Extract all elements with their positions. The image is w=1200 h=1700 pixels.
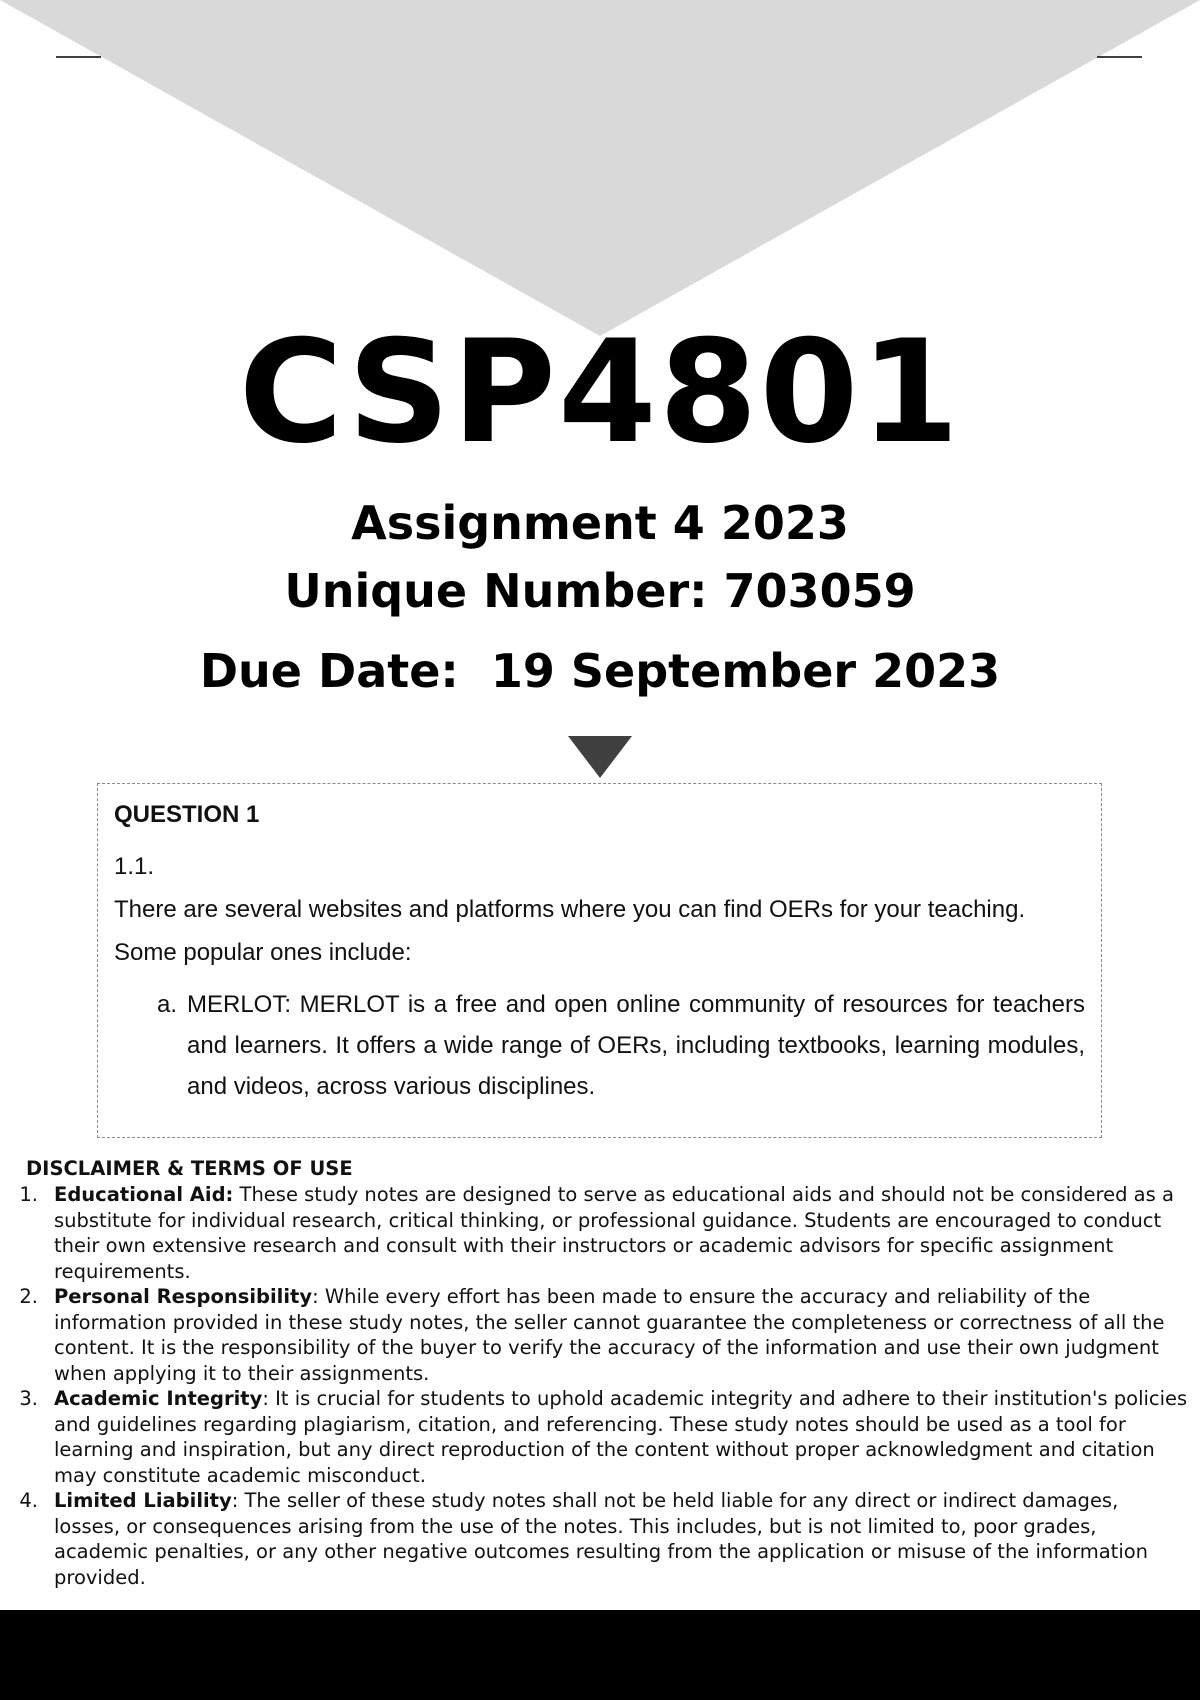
disclaimer-list: [0, 1182, 1200, 1590]
disclaimer-term: Personal Responsibility: [54, 1285, 313, 1308]
disclaimer-item: [0, 1284, 1200, 1386]
unique-number: Unique Number: 703059: [284, 564, 916, 618]
disclaimer-item-number: 4.: [19, 1489, 38, 1512]
question-list: [114, 984, 1085, 1107]
disclaimer-text: : It is crucial for students to uphold academic integrity and adhere to their institution's policies and guidelines regarding plagiarism, citation, and referencing. These study notes should be used as a tool for learning and inspiration, but any direct reproduction of the content without proper acknowledgment and citation may constitute academic misconduct.: [54, 1387, 1188, 1487]
disclaimer-text: : While every effort has been made to ensure the accuracy and reliability of the information provided in these study notes, the seller cannot guarantee the completeness or correctness of all the content. It is the responsibility of the buyer to verify the accuracy of the information and use their own judgment when applying it to their assignments.: [54, 1285, 1165, 1385]
due-date: Due Date: 19 September 2023: [199, 644, 1001, 698]
footer-bar: [0, 1610, 1200, 1700]
list-marker: a.: [156, 991, 177, 1018]
question-list-item: [114, 984, 1085, 1107]
disclaimer-term: Educational Aid:: [54, 1183, 234, 1206]
question-heading: QUESTION 1: [114, 801, 260, 828]
list-item-text: MERLOT: MERLOT is a free and open online community of resources for teachers and learners. It offers a wide range of OERs, including textbooks, learning modules, and videos, across various disciplines.: [187, 991, 1085, 1100]
cover-title-block: [0, 310, 1200, 698]
question-preview-box: [97, 783, 1102, 1138]
course-code: CSP4801: [238, 310, 962, 475]
disclaimer-section: [0, 1156, 1200, 1590]
disclaimer-heading: DISCLAIMER & TERMS OF USE: [26, 1157, 353, 1180]
disclaimer-term: Limited Liability: [54, 1489, 232, 1512]
down-arrow-icon: [568, 736, 632, 778]
cover-chevron-decoration: [0, 0, 1200, 340]
disclaimer-text: These study notes are designed to serve as educational aids and should not be considered as a substitute for individual research, critical thinking, or professional guidance. Students are encouraged to conduct their own extensive research and consult with their instructors or academic advisors for specific assignment requirements.: [54, 1183, 1174, 1283]
disclaimer-item-number: 1.: [19, 1183, 38, 1206]
disclaimer-item: [0, 1386, 1200, 1488]
disclaimer-item-number: 2.: [19, 1285, 38, 1308]
disclaimer-item: [0, 1488, 1200, 1590]
question-number: 1.1.: [114, 853, 155, 880]
question-intro: There are several websites and platforms where you can find OERs for your teaching. Some popular ones include:: [114, 896, 1026, 966]
assignment-title: Assignment 4 2023: [351, 496, 849, 550]
disclaimer-item: [0, 1182, 1200, 1284]
disclaimer-item-number: 3.: [19, 1387, 38, 1410]
disclaimer-term: Academic Integrity: [54, 1387, 263, 1410]
disclaimer-text: : The seller of these study notes shall not be held liable for any direct or indirect damages, losses, or consequences arising from the use of the notes. This includes, but is not limited to, poor grades, academic penalties, or any other negative outcomes resulting from the application or misuse of the information provided.: [54, 1489, 1149, 1589]
